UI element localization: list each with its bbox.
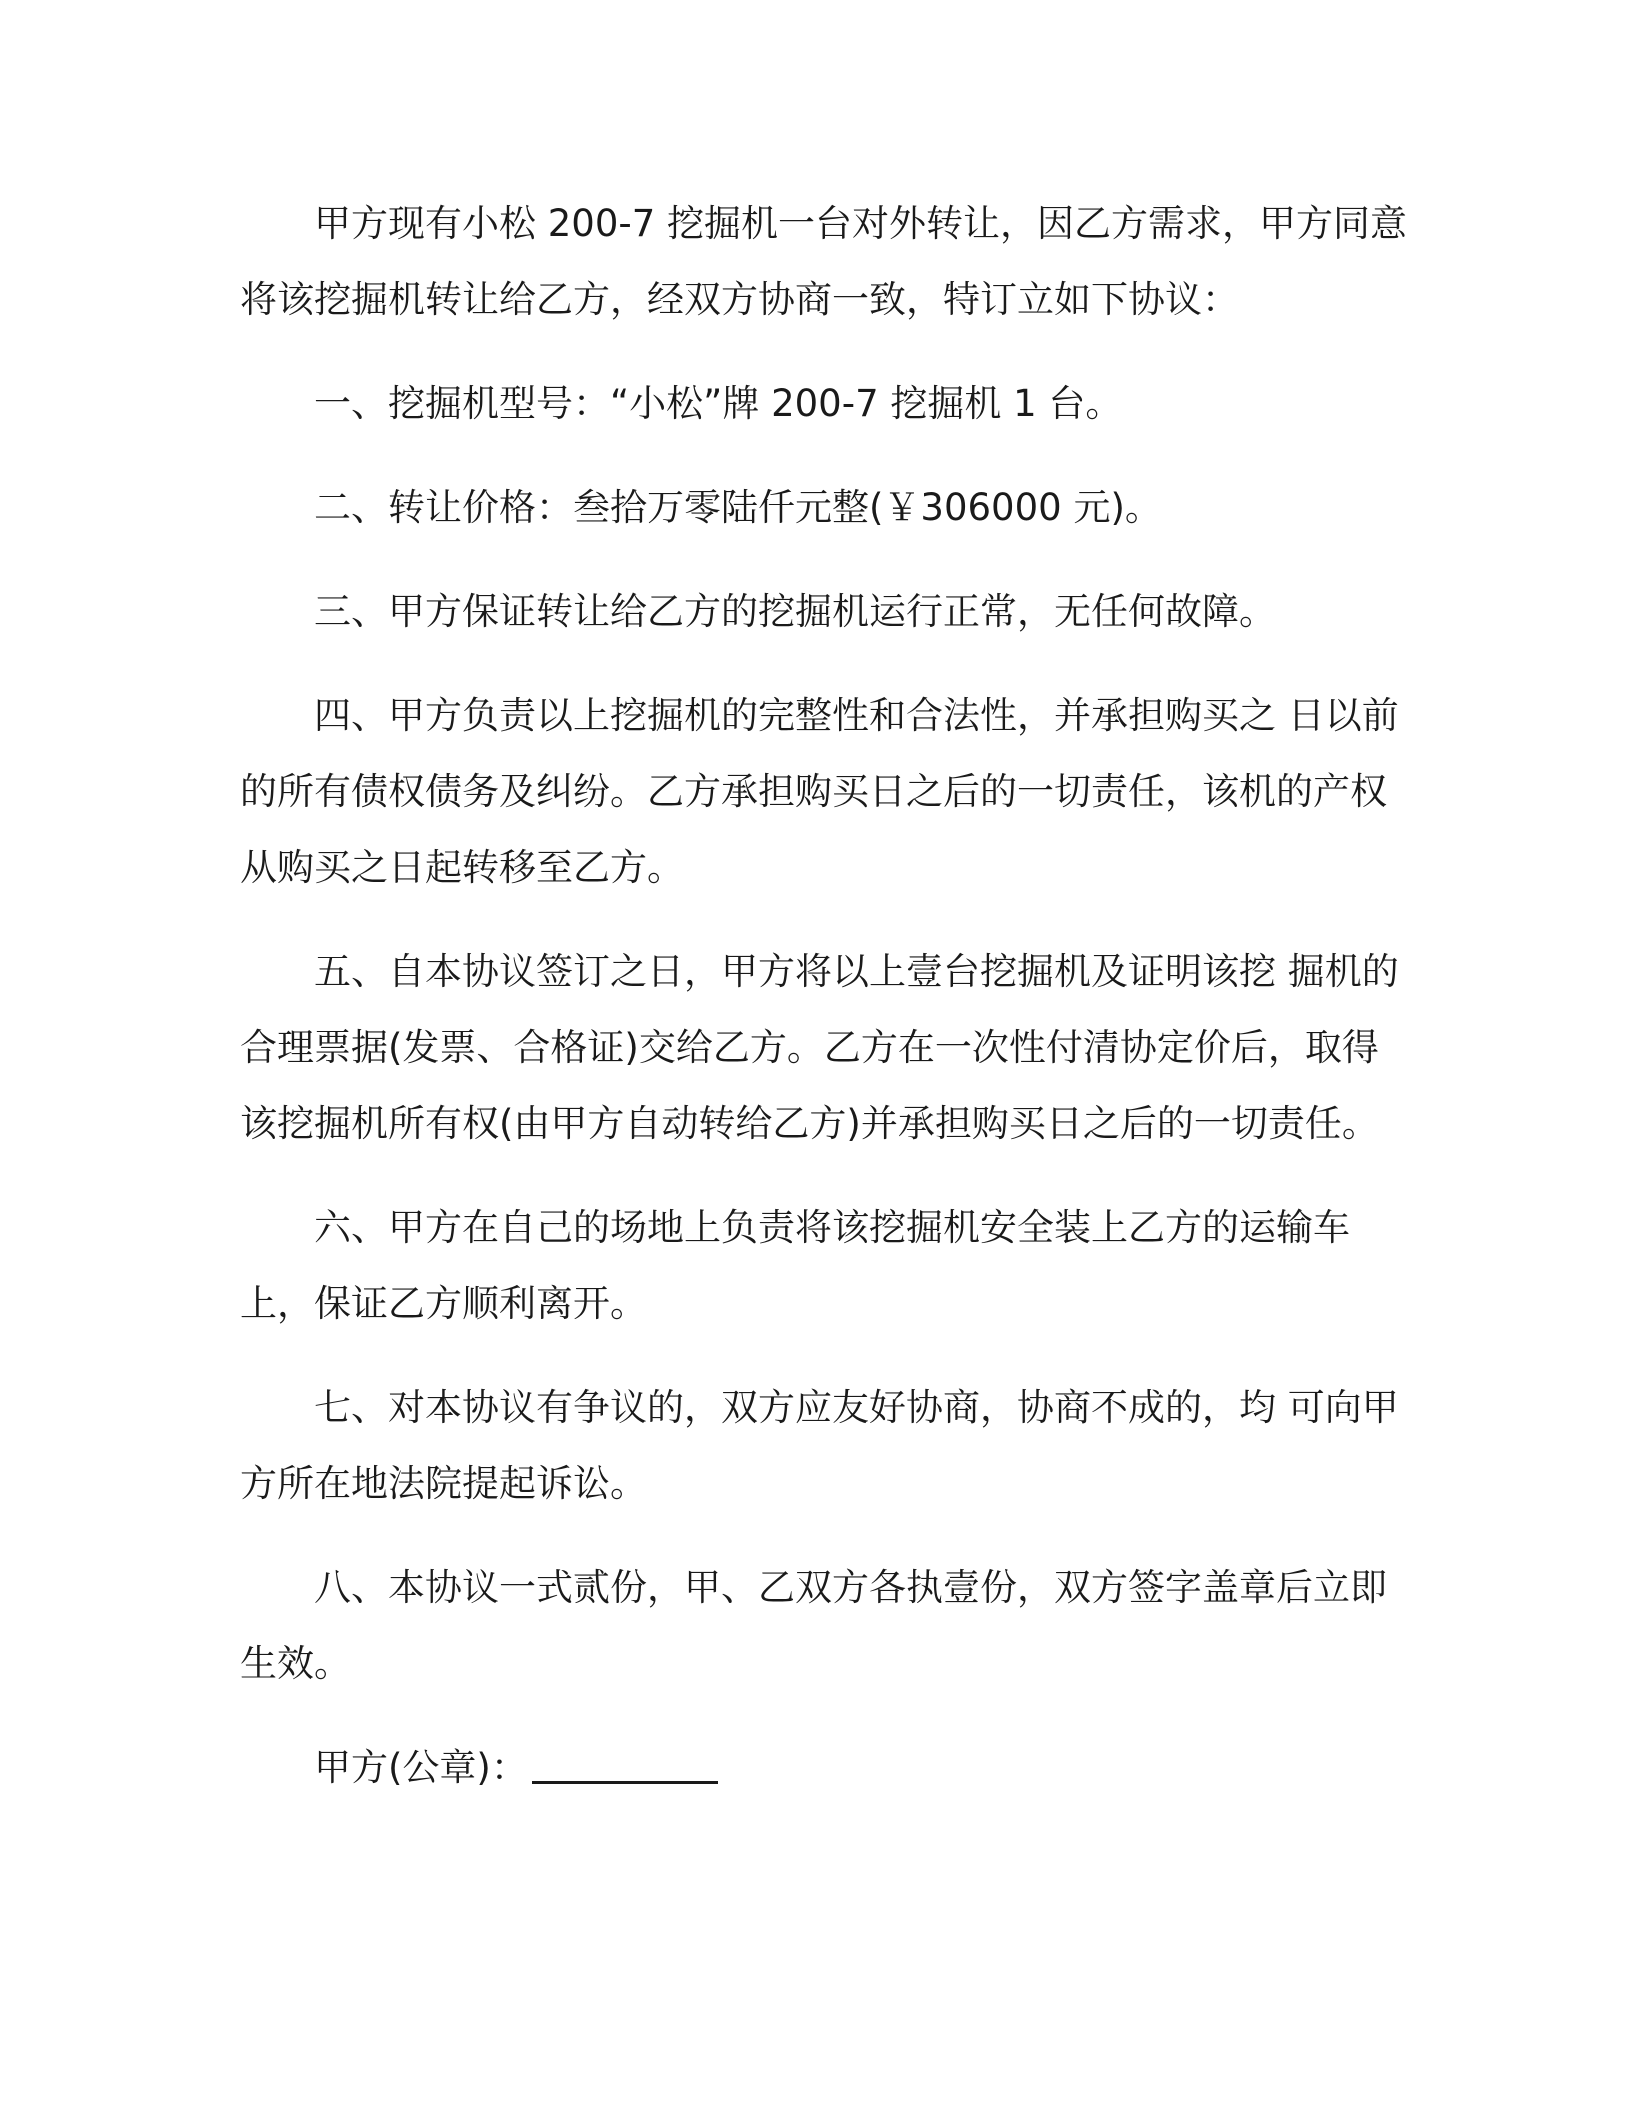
clause-1: 一、挖掘机型号：“小松”牌 200-7 挖掘机 1 台。 [314,382,1123,425]
clause-6: 六、甲方在自己的场地上负责将该挖掘机安全装上乙方的运输车上，保证乙方顺利离开。 [240,1206,1350,1325]
clause-3: 三、甲方保证转让给乙方的挖掘机运行正常，无任何故障。 [314,590,1276,633]
party-a-signature-line [240,1730,1410,1806]
clause-2: 二、转让价格：叁拾万零陆仟元整(￥306000 元)。 [314,486,1162,529]
clause-4: 四、甲方负责以上挖掘机的完整性和合法性，并承担购买之 日以前的所有债权债务及纠纷。乙方承担购买日之后的一切责任，该机的产权从购买之日起转移至乙方。 [240,694,1399,889]
clause-8: 八、本协议一式贰份，甲、乙双方各执壹份，双方签字盖章后立即生效。 [240,1566,1387,1685]
party-a-seal-label: 甲方(公章)： [314,1746,528,1789]
signature-blank-field[interactable] [532,1745,718,1784]
clause-5: 五、自本协议签订之日，甲方将以上壹台挖掘机及证明该挖 掘机的合理票据(发票、合格证)交给乙方。乙方在一次性付清协定价后，取得该挖掘机所有权(由甲方自动转给乙方)并承担购买日之后的一切责任。 [240,950,1399,1145]
intro-paragraph: 甲方现有小松 200-7 挖掘机一台对外转让，因乙方需求，甲方同意将该挖掘机转让给乙方，经双方协商一致，特订立如下协议： [240,202,1408,321]
agreement-body [240,186,1410,1806]
clause-7: 七、对本协议有争议的，双方应友好协商，协商不成的，均 可向甲方所在地法院提起诉讼。 [240,1386,1399,1505]
